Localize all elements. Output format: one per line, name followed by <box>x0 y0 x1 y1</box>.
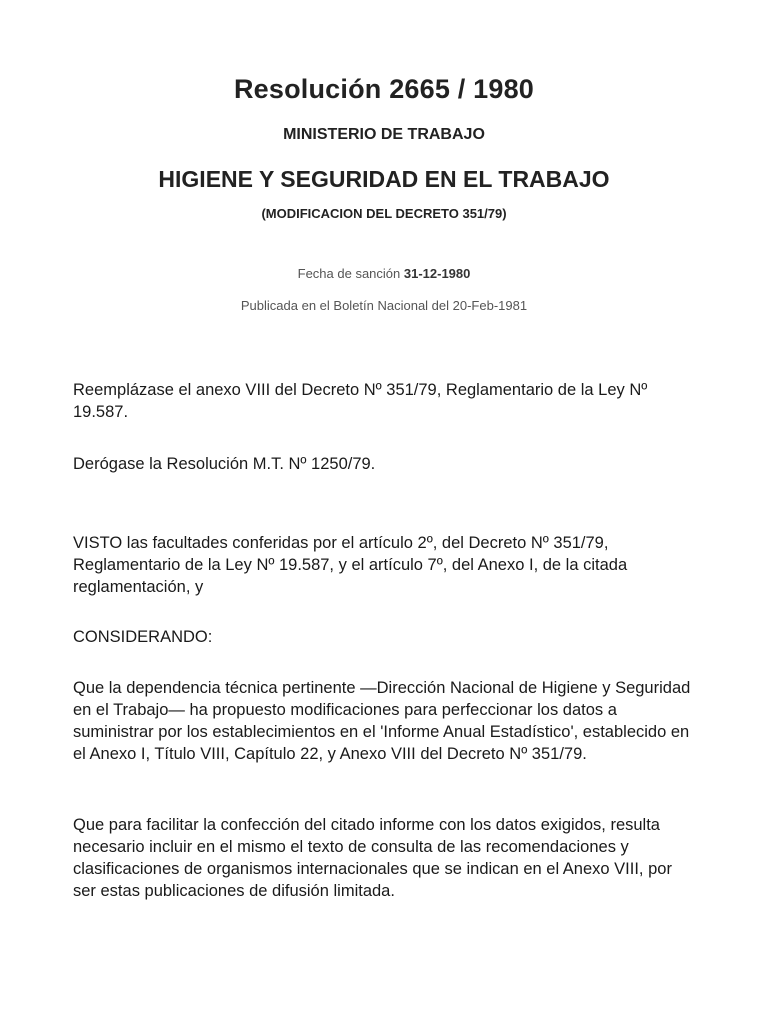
paragraph-visto: VISTO las facultades conferidas por el artículo 2º, del Decreto Nº 351/79, Reglamentario de la Ley Nº 19.587, y el artículo 7º, del Anexo I, de la citada reglamentación, y <box>73 534 628 596</box>
ministry-heading: MINISTERIO DE TRABAJO <box>283 126 485 143</box>
sancion-line <box>0 266 768 281</box>
paragraph-derogacion: Derógase la Resolución M.T. Nº 1250/79. <box>73 455 376 473</box>
paragraph-facilitar: Que para facilitar la confección del citado informe con los datos exigidos, resulta necesario incluir en el mismo el texto de consulta de las recomendaciones y clasificaciones de organismos internacionales que se indican en el Anexo VIII, por ser estas publicaciones de difusión limitada. <box>73 816 672 900</box>
boletin-line: Publicada en el Boletín Nacional del 20-Feb-1981 <box>240 298 528 313</box>
document-title: Resolución 2665 / 1980 <box>233 74 535 104</box>
paragraph-reemplazo: Reemplázase el anexo VIII del Decreto Nº 351/79, Reglamentario de la Ley Nº 19.587. <box>73 381 648 421</box>
paragraph-considerando: CONSIDERANDO: <box>73 628 213 646</box>
paragraph-dependencia: Que la dependencia técnica pertinente —Dirección Nacional de Higiene y Seguridad en el Trabajo— ha propuesto modificaciones para perfeccionar los datos a suministrar por los establecimientos en el 'Informe Anual Estadístico', establecido en el Anexo I, Título VIII, Capítulo 22, y Anexo VIII del Decreto Nº 351/79. <box>73 679 691 763</box>
subject-heading: HIGIENE Y SEGURIDAD EN EL TRABAJO <box>158 166 610 192</box>
sancion-label: Fecha de sanción <box>297 266 404 281</box>
sancion-date: 31-12-1980 <box>403 266 471 281</box>
modification-subtitle: (MODIFICACION DEL DECRETO 351/79) <box>261 206 507 221</box>
